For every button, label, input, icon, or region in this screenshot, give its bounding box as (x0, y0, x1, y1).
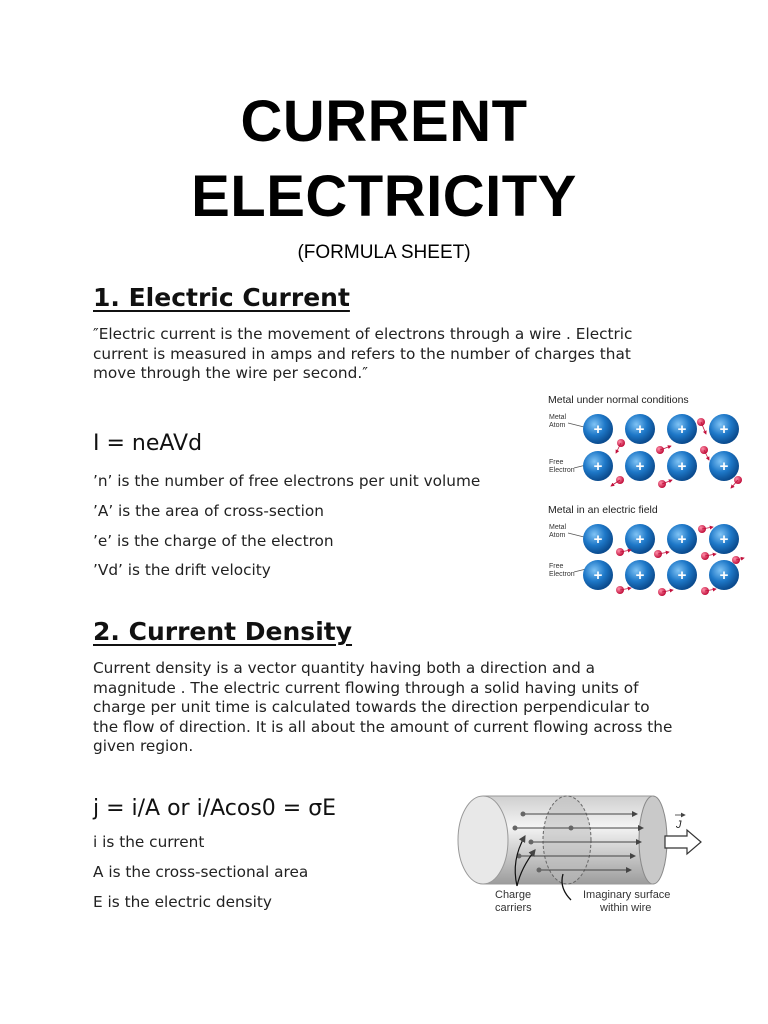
imaginary-surface-label-line2: within wire (600, 902, 652, 914)
section1-definition-n: ’n’ is the number of free electrons per unit volume (93, 472, 481, 490)
imaginary-surface-label-line1: Imaginary surface (583, 889, 671, 901)
vector-label: J (676, 819, 682, 831)
section2-definition-a: A is the cross-sectional area (93, 863, 309, 881)
panel2-atom-symbol: + (635, 531, 645, 548)
panel1-atom-symbol: + (593, 458, 603, 475)
section1-paragraph: ″Electric current is the movement of electrons through a wire . Electric current is measured in amps and refers to the number of charges that move through the wire per second.″ (93, 325, 633, 383)
section1-definition-vd: ’Vd’ is the drift velocity (93, 561, 271, 579)
page-subtitle: (FORMULA SHEET) (297, 242, 471, 263)
panel1-atom-symbol: + (677, 458, 687, 475)
panel1-atom-symbol: + (635, 458, 645, 475)
charge-carriers-label-line2: carriers (495, 902, 532, 914)
section2-definition-e: E is the electric density (93, 893, 272, 911)
panel2-atom-symbol: + (593, 531, 603, 548)
section1-heading: 1. Electric Current (93, 283, 350, 312)
panel2-atom-symbol: + (635, 567, 645, 584)
page-title-line1: CURRENT (240, 89, 528, 154)
page-title-line2: ELECTRICITY (191, 164, 577, 229)
panel1-atom-symbol: + (635, 421, 645, 438)
imaginary-surface (543, 796, 591, 884)
section2-heading: 2. Current Density (93, 617, 353, 646)
section1-definition-a: ’A’ is the area of cross-section (93, 502, 324, 520)
panel2-title: Metal in an electric field (548, 504, 658, 516)
panel1-atom-symbol: + (677, 421, 687, 438)
section2-paragraph: Current density is a vector quantity having both a direction and a magnitude . The electric current flowing through a solid having units of charge per unit time is calculated towards the direction perpendicular to the flow of direction. It is all about the amount of current flowing across the given region. (93, 659, 673, 756)
panel1-electron-label-line1: Free (549, 459, 564, 466)
current-density-figure (455, 788, 715, 923)
panel2-atom-symbol: + (719, 531, 729, 548)
panel1-atom-symbol: + (593, 421, 603, 438)
panel2-electron-label-line1: Free (549, 563, 564, 570)
panel2-atoms (583, 524, 739, 590)
panel1-atom-label-line1: Metal (549, 414, 567, 421)
panel2-atom-symbol: + (677, 531, 687, 548)
section1-definition-e: ’e’ is the charge of the electron (93, 532, 334, 550)
panel2-atom-label-line1: Metal (549, 524, 567, 531)
section2-formula: j = i/A or i/Acos0 = σE (93, 796, 337, 821)
charge-carriers-label-line1: Charge (495, 889, 532, 901)
panel2-atom-symbol: + (677, 567, 687, 584)
section1-formula: I = neAVd (93, 431, 203, 456)
panel1-electron-label-line2: Electron (549, 467, 575, 474)
panel2-atom-label-line2: Atom (549, 532, 566, 539)
panel2-atom-symbol: + (593, 567, 603, 584)
panel2-electron-label-line2: Electron (549, 571, 575, 578)
metal-electrons-figure (540, 388, 745, 603)
panel1-title: Metal under normal conditions (548, 394, 689, 406)
current-density-direction-arrow-icon (665, 830, 701, 854)
panel1-atom-symbol: + (719, 421, 729, 438)
section2-definition-i: i is the current (93, 833, 205, 851)
panel1-atom-symbol: + (719, 458, 729, 475)
panel1-atom-label-line2: Atom (549, 422, 566, 429)
panel2-atom-symbol: + (719, 567, 729, 584)
